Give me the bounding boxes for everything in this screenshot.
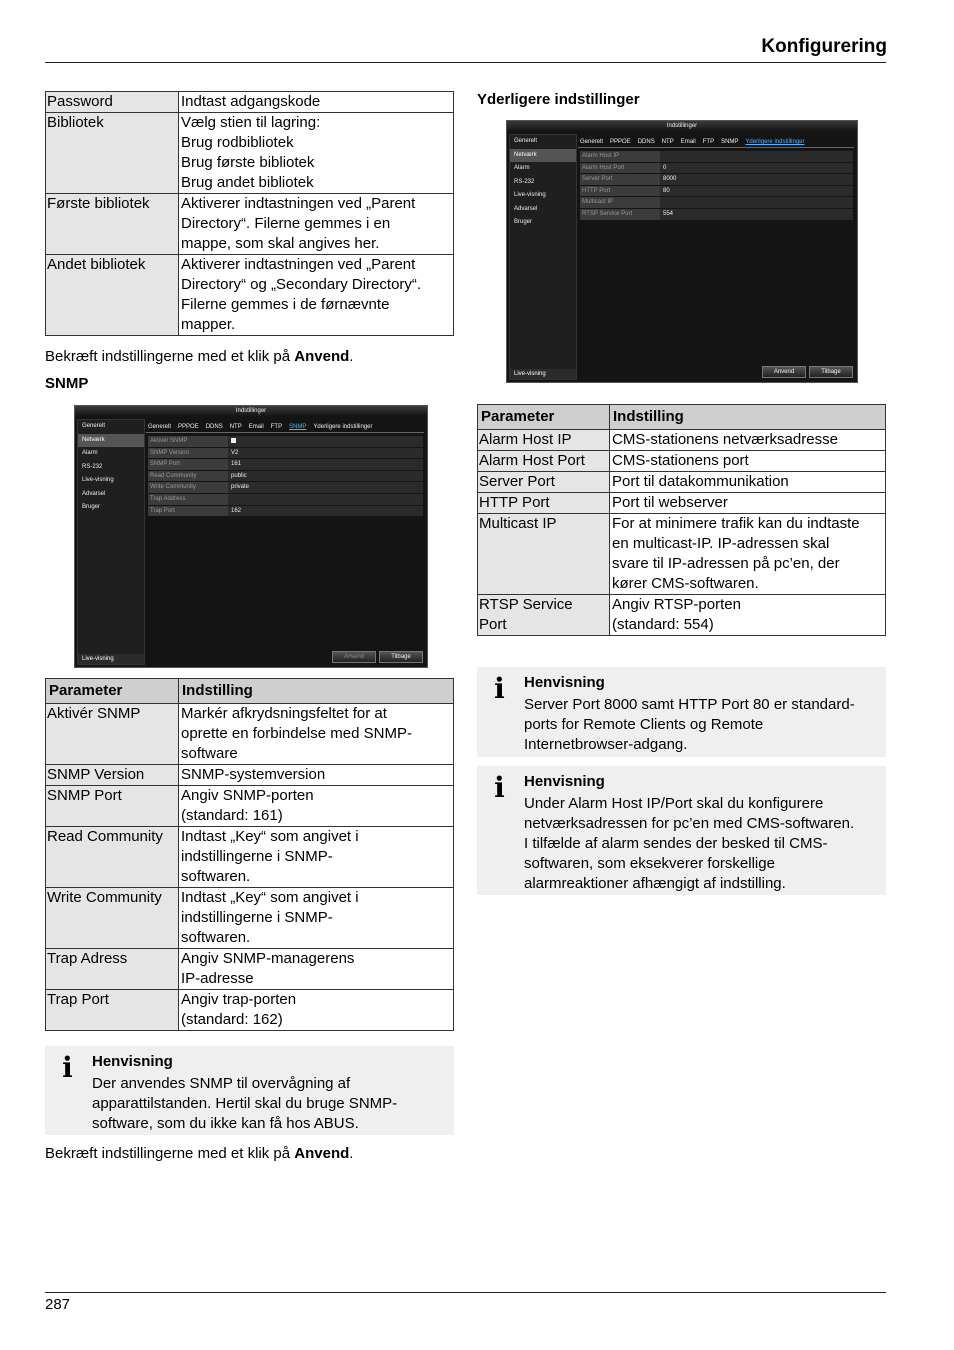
back-button: Tilbage: [809, 366, 853, 378]
table-value: Port til datakommunikation: [610, 472, 886, 493]
snmp-parameter-table: [45, 678, 454, 1031]
settings-row: SNMP Port 161: [148, 459, 423, 471]
table-row: [46, 92, 454, 113]
sidebar-bottom-live-view: Live-visning: [510, 369, 576, 379]
tab-more-settings: Yderligere indstillinger: [313, 424, 373, 430]
dialog-title: Indstillinger: [507, 121, 857, 131]
settings-row: HTTP Port 80: [580, 186, 853, 198]
sidebar-item-network: Netværk: [78, 434, 144, 448]
column-header: Parameter: [478, 405, 610, 430]
table-value: Aktiverer indtastningen ved „Parent Directory“. Filerne gemmes i en mappe, som skal angives her.: [179, 194, 454, 255]
table-value: Angiv SNMP-porten (standard: 161): [179, 786, 454, 827]
sidebar-item-rs232: RS-232: [82, 463, 103, 470]
settings-row: Trap Address: [148, 494, 423, 506]
settings-row: Write Community private: [148, 482, 423, 494]
settings-row: Read Community public: [148, 471, 423, 483]
note-title: Henvisning: [524, 773, 605, 790]
sidebar-item-user: Bruger: [514, 219, 533, 225]
sidebar-item-live-view: Live-visning: [82, 477, 114, 483]
table-value: SNMP-systemversion: [179, 765, 454, 786]
table-row: [478, 493, 886, 514]
table-value: Aktiverer indtastningen ved „Parent Directory“ og „Secondary Directory“. Filerne gemmes i de førnævnte mapper.: [179, 255, 454, 336]
column-header: Indstilling: [610, 405, 886, 430]
table-value: Indtast „Key“ som angivet i indstillingerne i SNMP- softwaren.: [179, 827, 454, 888]
table-value: CMS-stationens port: [610, 451, 886, 472]
extra-parameter-table: [477, 404, 886, 636]
table-row: [46, 949, 454, 990]
table-row: [46, 113, 454, 194]
note-line: netværksadressen for pc’en med CMS-softwaren.: [524, 815, 855, 832]
table-header-row: [478, 405, 886, 430]
table-value: Angiv SNMP-managerens IP-adresse: [179, 949, 454, 990]
sidebar-item-alarm: Alarm: [82, 450, 98, 456]
settings-row: Aktivér SNMP: [148, 436, 423, 448]
table-row: [46, 194, 454, 255]
table-key: Password: [46, 92, 179, 113]
confirm-text: Bekræft indstillingerne med et klik på Anvend.: [45, 348, 354, 365]
note-title: Henvisning: [524, 674, 605, 691]
info-icon: i: [494, 672, 505, 705]
table-value: Indtast adgangskode: [179, 92, 454, 113]
table-value: Angiv RTSP-porten (standard: 554): [610, 595, 886, 636]
table-key: Trap Port: [46, 990, 179, 1031]
tab-general: Generelt: [148, 424, 172, 430]
table-row: [46, 888, 454, 949]
tab-pppoe: PPPOE: [178, 424, 199, 430]
table-row: [46, 765, 454, 786]
table-key: Alarm Host Port: [478, 451, 610, 472]
table-value: For at minimere trafik kan du indtaste en multicast-IP. IP-adressen skal svare til IP-adressen på pc’en, der kører CMS-softwaren.: [610, 514, 886, 595]
note-line: Under Alarm Host IP/Port skal du konfigurere: [524, 795, 824, 812]
settings-sidebar: [77, 419, 145, 665]
confirm-text: Bekræft indstillingerne med et klik på Anvend.: [45, 1145, 354, 1162]
table-key: Aktivér SNMP: [46, 704, 179, 765]
settings-tabs: [578, 137, 854, 148]
table-row: [478, 595, 886, 636]
note-line: Der anvendes SNMP til overvågning af: [92, 1075, 351, 1092]
back-button: Tilbage: [379, 651, 423, 663]
table-key: Første bibliotek: [46, 194, 179, 255]
snmp-heading: SNMP: [45, 375, 89, 392]
sidebar-item-alarm: Alarm: [514, 165, 530, 171]
snmp-settings-screenshot: [74, 405, 428, 668]
header-rule: [45, 62, 886, 63]
page-header-title: Konfigurering: [761, 36, 887, 57]
table-value: CMS-stationens netværksadresse: [610, 430, 886, 451]
table-key: Trap Adress: [46, 949, 179, 990]
note-title: Henvisning: [92, 1053, 173, 1070]
settings-row: Alarm Host IP: [580, 151, 853, 163]
tab-snmp: SNMP: [721, 139, 739, 145]
table-value: Indtast „Key“ som angivet i indstillingerne i SNMP- softwaren.: [179, 888, 454, 949]
table-row: [478, 430, 886, 451]
sidebar-item-general: Generelt: [82, 423, 106, 429]
settings-rows: [580, 151, 853, 221]
note-line: Internetbrowser-adgang.: [524, 736, 688, 753]
column-header: Parameter: [46, 679, 179, 704]
settings-row: Multicast IP: [580, 197, 853, 209]
note-box: [45, 1046, 454, 1135]
sidebar-item-warning: Advarsel: [82, 490, 106, 497]
page-number: 287: [45, 1296, 71, 1313]
tab-pppoe: PPPOE: [610, 139, 631, 145]
table-value: Port til webserver: [610, 493, 886, 514]
sidebar-bottom-live-view: Live-visning: [78, 654, 144, 664]
extra-settings-screenshot: [506, 120, 858, 383]
settings-sidebar: [509, 134, 577, 380]
table-key: RTSP Service Port: [478, 595, 610, 636]
table-key: HTTP Port: [478, 493, 610, 514]
settings-row: Alarm Host Port 0: [580, 163, 853, 175]
dialog-title: Indstillinger: [75, 406, 427, 416]
table-row: [478, 451, 886, 472]
sidebar-item-warning: Advarsel: [514, 205, 538, 212]
table-key: SNMP Version: [46, 765, 179, 786]
note-line: Server Port 8000 samt HTTP Port 80 er standard-: [524, 696, 855, 713]
table-key: Bibliotek: [46, 113, 179, 194]
table-row: [478, 472, 886, 493]
extra-settings-heading: Yderligere indstillinger: [477, 91, 640, 108]
info-icon: i: [62, 1051, 73, 1084]
dialog-buttons: [332, 651, 423, 663]
sidebar-item-user: Bruger: [82, 504, 101, 510]
table-row: [46, 255, 454, 336]
tab-email: Email: [680, 139, 696, 145]
table-key: SNMP Port: [46, 786, 179, 827]
sidebar-item-rs232: RS-232: [514, 178, 535, 185]
sidebar-item-live-view: Live-visning: [514, 192, 546, 198]
table-row: [46, 827, 454, 888]
note-line: software, som du ikke kan få hos ABUS.: [92, 1115, 359, 1132]
settings-tabs: [146, 422, 424, 433]
tab-more-settings: Yderligere indstillinger: [745, 139, 805, 145]
column-header: Indstilling: [179, 679, 454, 704]
settings-row: Server Port 8000: [580, 174, 853, 186]
tab-ddns: DDNS: [205, 424, 223, 430]
note-box: [477, 766, 886, 895]
dialog-buttons: [762, 366, 853, 378]
table-row: [46, 786, 454, 827]
note-line: apparattilstanden. Hertil skal du bruge SNMP-: [92, 1095, 398, 1112]
tab-email: Email: [248, 424, 264, 430]
note-line: softwaren, som eksekverer forskellige: [524, 855, 775, 872]
table-key: Server Port: [478, 472, 610, 493]
sidebar-item-network: Netværk: [510, 149, 576, 163]
tab-ntp: NTP: [661, 139, 674, 145]
table-key: Alarm Host IP: [478, 430, 610, 451]
apply-button: Anvend: [332, 651, 376, 663]
table-key: Write Community: [46, 888, 179, 949]
settings-row: SNMP Version V2: [148, 448, 423, 460]
table-header-row: [46, 679, 454, 704]
tab-ftp: FTP: [702, 139, 715, 145]
sidebar-item-general: Generelt: [514, 138, 538, 144]
note-line: I tilfælde af alarm sendes der besked til CMS-: [524, 835, 828, 852]
note-line: alarmreaktioner afhængigt af indstilling.: [524, 875, 786, 892]
apply-button: Anvend: [762, 366, 806, 378]
note-box: [477, 667, 886, 757]
table-row: [478, 514, 886, 595]
tab-ddns: DDNS: [637, 139, 655, 145]
tab-ntp: NTP: [229, 424, 242, 430]
table-value: Markér afkrydsningsfeltet for at oprette en forbindelse med SNMP- software: [179, 704, 454, 765]
table-key: Read Community: [46, 827, 179, 888]
footer-rule: [45, 1292, 886, 1293]
tab-snmp: SNMP: [289, 424, 307, 430]
tab-general: Generelt: [580, 139, 604, 145]
table-key: Multicast IP: [478, 514, 610, 595]
table-row: [46, 704, 454, 765]
settings-row: Trap Port 162: [148, 506, 423, 518]
table-row: [46, 990, 454, 1031]
storage-table: [45, 91, 454, 336]
settings-rows: [148, 436, 423, 517]
tab-ftp: FTP: [270, 424, 283, 430]
table-value: Angiv trap-porten (standard: 162): [179, 990, 454, 1031]
table-key: Andet bibliotek: [46, 255, 179, 336]
enable-snmp-checkbox: [231, 438, 236, 443]
settings-row: RTSP Service Port 554: [580, 209, 853, 221]
info-icon: i: [494, 771, 505, 804]
note-line: ports for Remote Clients og Remote: [524, 716, 764, 733]
table-value: Vælg stien til lagring: Brug rodbibliotek Brug første bibliotek Brug andet bibliotek: [179, 113, 454, 194]
